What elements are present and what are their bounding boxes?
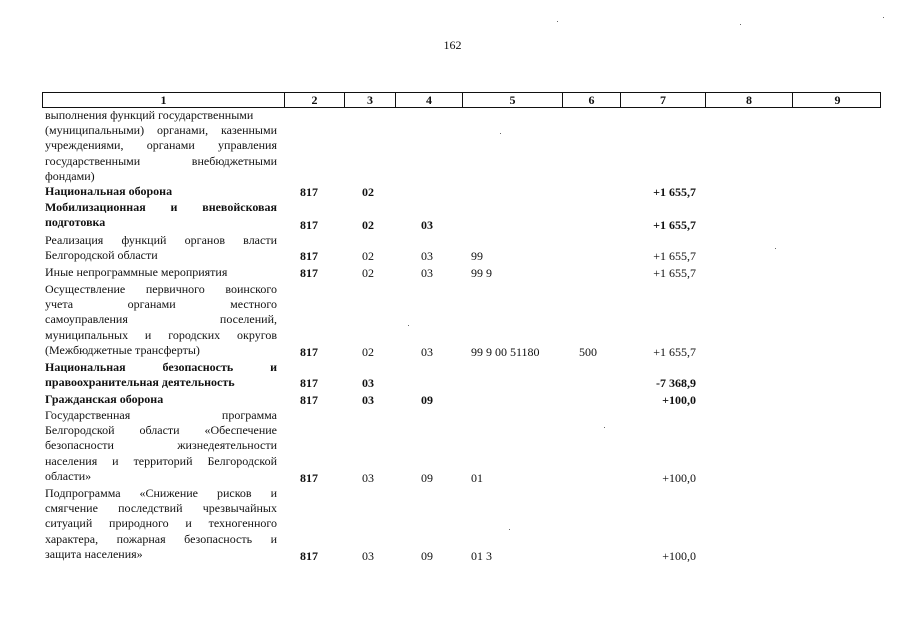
table-row [42, 392, 881, 408]
cell-admin: 817 [300, 548, 318, 563]
header-col-9: 9 [834, 93, 841, 107]
cell-target: 99 9 [471, 265, 492, 280]
scan-speck [883, 17, 884, 18]
scan-speck [775, 248, 776, 249]
cell-admin: 817 [300, 184, 318, 199]
header-col-5: 5 [463, 93, 563, 107]
scan-speck [509, 529, 510, 530]
scan-speck [557, 21, 558, 22]
header-col-6: 6 [563, 93, 621, 107]
table-row [42, 282, 881, 360]
page-number: 162 [443, 38, 462, 52]
row-name: Гражданская оборона [45, 392, 164, 406]
cell-admin: 817 [300, 392, 318, 407]
row-name: Государственная программа Белгородской области «Обеспечение безопасности жизнедеятельности населения и территорий Белгородской области» [45, 408, 277, 483]
header-col-1: 1 [43, 93, 285, 107]
row-name: Осуществление первичного воинского учета органами местного самоуправления поселений, муниципальных и городских округов (Межбюджетные трансферты) [45, 282, 277, 357]
cell-subsection: 03 [421, 265, 433, 280]
cell-admin: 817 [300, 265, 318, 280]
cell-amount: -7 368,9 [656, 375, 696, 390]
header-col-2: 2 [285, 93, 345, 107]
header-col-3: 3 [345, 93, 396, 107]
table-header [42, 92, 881, 108]
cell-subsection: 03 [421, 344, 433, 359]
row-name: Национальная оборона [45, 184, 173, 198]
header-col-8: 8 [706, 93, 793, 107]
header-col-7: 7 [621, 93, 706, 107]
cell-subsection: 09 [421, 470, 433, 485]
scan-speck [604, 427, 605, 428]
row-name: Национальная безопасность и правоохранительная деятельность [45, 360, 277, 390]
cell-section: 03 [362, 470, 374, 485]
cell-section: 02 [362, 184, 374, 199]
cell-admin: 817 [300, 470, 318, 485]
table-row [42, 108, 881, 184]
row-name: Иные непрограммные мероприятия [45, 265, 228, 279]
cell-amount: +100,0 [662, 392, 696, 407]
row-name: Реализация функций органов власти Белгородской области [45, 233, 277, 263]
cell-admin: 817 [300, 375, 318, 390]
table-row [42, 184, 881, 200]
cell-target: 01 [471, 470, 483, 485]
scan-speck [408, 325, 409, 326]
cell-section: 02 [362, 217, 374, 232]
cell-section: 02 [362, 248, 374, 263]
cell-subsection: 03 [421, 217, 433, 232]
cell-amount: +1 655,7 [653, 344, 696, 359]
cell-section: 03 [362, 375, 374, 390]
cell-admin: 817 [300, 217, 318, 232]
row-name: Мобилизационная и вневойсковая подготовка [45, 200, 277, 230]
scan-speck [740, 24, 741, 25]
cell-admin: 817 [300, 248, 318, 263]
cell-target: 01 3 [471, 548, 492, 563]
cell-section: 02 [362, 265, 374, 280]
table-row [42, 408, 881, 486]
scan-speck [500, 133, 501, 134]
row-name: Подпрограмма «Снижение рисков и смягчение последствий чрезвычайных ситуаций природного и техногенного характера, пожарная безопасность и защита населения» [45, 486, 277, 561]
table-row [42, 200, 881, 233]
table-row [42, 265, 881, 281]
cell-section: 03 [362, 392, 374, 407]
cell-amount: +100,0 [662, 470, 696, 485]
table-row [42, 233, 881, 264]
header-col-4: 4 [396, 93, 463, 107]
cell-subsection: 09 [421, 548, 433, 563]
cell-subsection: 09 [421, 392, 433, 407]
cell-amount: +1 655,7 [653, 184, 696, 199]
row-name: выполнения функций государственными (муниципальными) органами, казенными учреждениями, органами управления государственными внебюджетными фондами) [45, 108, 277, 183]
cell-expense-type: 500 [579, 344, 597, 359]
cell-target: 99 9 00 51180 [471, 344, 540, 359]
cell-amount: +1 655,7 [653, 265, 696, 280]
table-row [42, 486, 881, 564]
table-row [42, 360, 881, 391]
cell-target: 99 [471, 248, 483, 263]
cell-section: 03 [362, 548, 374, 563]
cell-amount: +100,0 [662, 548, 696, 563]
cell-subsection: 03 [421, 248, 433, 263]
cell-amount: +1 655,7 [653, 248, 696, 263]
cell-section: 02 [362, 344, 374, 359]
cell-admin: 817 [300, 344, 318, 359]
cell-amount: +1 655,7 [653, 217, 696, 232]
